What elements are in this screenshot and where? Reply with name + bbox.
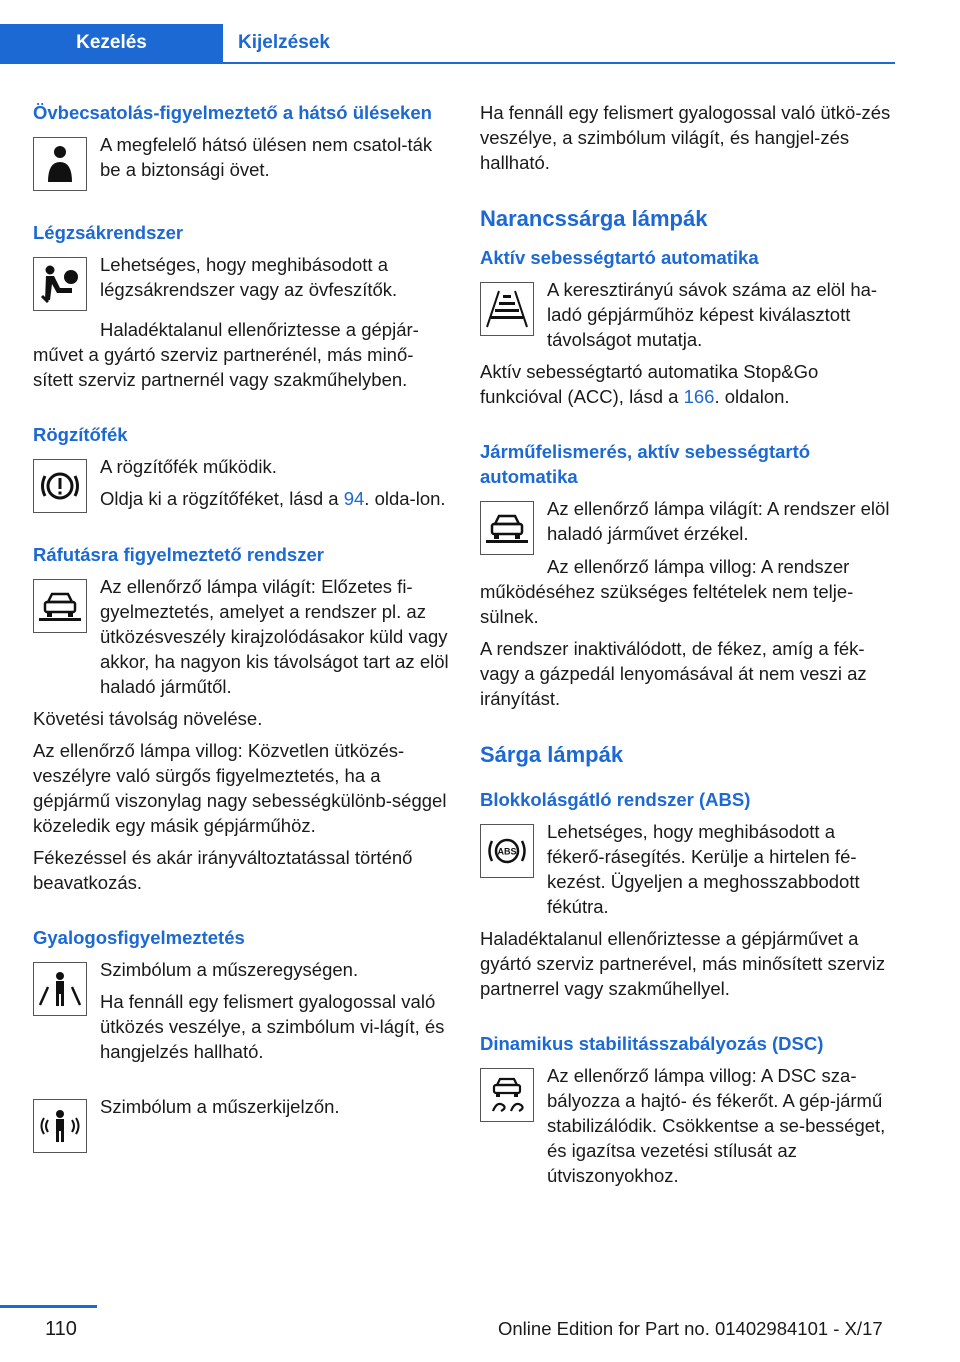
parking-brake-text: A rögzítőfék működik. xyxy=(100,456,277,477)
airbag-icon xyxy=(33,257,87,311)
abs-text: Lehetséges, hogy meghibásodott a fékerő-rásegítés. Kerülje a hirtelen fé-kezést. Ügyeljen a meghosszabbodott fékútra. xyxy=(547,821,860,917)
page-166-link[interactable]: 166 xyxy=(683,386,715,407)
vehicle-detection-text: Az ellenőrző lámpa világít: A rendszer elöl haladó járművet érzékel. xyxy=(547,498,890,544)
pedestrian-display-row xyxy=(33,1094,453,1152)
collision-warning-p2: Követési távolság növelése. xyxy=(33,708,263,729)
tab-kezeles[interactable]: Kezelés xyxy=(0,24,223,62)
dsc-row xyxy=(480,1063,895,1188)
collision-warning-p3: Az ellenőrző lámpa villog: Közvetlen ütközés-veszélyre való sürgős figyelmeztetés, ha a gépjármű viszonylag nagy sebességkülönb-séggel közeledik egy másik gépjárműhöz. xyxy=(33,740,447,836)
vehicle-detection-text2: Az ellenőrző lámpa villog: A rendszer működéséhez szükséges feltételek nem telje-sülnek. xyxy=(480,556,854,627)
acc-text: A keresztirányú sávok száma az elöl ha-ladó gépjárműhöz képest kiválasztott távolságot mutatja. xyxy=(547,279,878,350)
acc-reference xyxy=(480,359,895,409)
parking-brake-ref-pre: Oldja ki a rögzítőféket, lásd a xyxy=(100,488,344,509)
pedestrian-text2: Ha fennáll egy felismert gyalogossal való ütközés veszélye, a szimbólum vi-lágít, és hangjelzés hallható. xyxy=(100,991,445,1062)
abs-row xyxy=(480,819,895,919)
yellow-lamps-heading: Sárga lámpák xyxy=(480,742,624,767)
dsc-skidding-car-icon xyxy=(480,1068,534,1122)
pedestrian-icon xyxy=(33,962,87,1016)
airbag-row xyxy=(33,252,453,310)
footer-accent-line xyxy=(0,1305,97,1308)
vehicle-detection-row xyxy=(480,496,895,554)
seatbelt-row xyxy=(33,132,453,190)
vehicle-detection-p3: A rendszer inaktiválódott, de fékez, amíg a fék-vagy a gázpedál lenyomásával át nem veszi az irányítást. xyxy=(480,638,867,709)
abs-icon xyxy=(480,824,534,878)
page-94-link[interactable]: 94 xyxy=(343,488,365,509)
seatbelt-text: A megfelelő hátsó ülésen nem csatol-ták be a biztonsági övet. xyxy=(100,134,433,180)
acc-heading: Aktív sebességtartó automatika xyxy=(480,247,759,268)
pedestrian-continued-text: Ha fennáll egy felismert gyalogossal való ütkö-zés veszélye, a szimbólum világít, és hangjel-zés hallható. xyxy=(480,102,891,173)
pedestrian-display-text: Szimbólum a műszerkijelzőn. xyxy=(100,1096,340,1117)
pedestrian-warning-heading: Gyalogosfigyelmeztetés xyxy=(33,927,245,948)
parking-brake-heading: Rögzítőfék xyxy=(33,424,128,445)
abs-p2: Haladéktalanul ellenőriztesse a gépjárművet a gyártó szerviz partnerével, más minősített szerviz partnerrel vagy szakműhellyel. xyxy=(480,928,886,999)
acc-distance-icon xyxy=(480,282,534,336)
abs-heading: Blokkolásgátló rendszer (ABS) xyxy=(480,789,751,810)
right-column xyxy=(480,100,895,1188)
acc-ref-pre: Aktív sebességtartó automatika Stop&Go funkcióval (ACC), lásd a xyxy=(480,361,819,407)
seatbelt-person-icon xyxy=(33,137,87,191)
left-column xyxy=(33,100,453,1152)
pedestrian-display-icon xyxy=(33,1099,87,1153)
car-detected-icon xyxy=(480,501,534,555)
parking-brake-text2 xyxy=(100,486,453,511)
collision-warning-p4: Fékezéssel és akár irányváltoztatással történő beavatkozás. xyxy=(33,847,413,893)
airbag-text: Lehetséges, hogy meghibásodott a légzsákrendszer vagy az övfeszítők. xyxy=(100,254,398,300)
vehicle-detection-heading: Járműfelismerés, aktív sebességtartó automatika xyxy=(480,441,811,487)
collision-warning-row xyxy=(33,574,453,699)
acc-row xyxy=(480,277,895,352)
collision-warning-heading: Ráfutásra figyelmeztető rendszer xyxy=(33,544,324,565)
parking-brake-ref-post: . olda-lon. xyxy=(364,488,446,509)
parking-brake-row xyxy=(33,454,453,512)
chapter-tabbar xyxy=(0,24,895,64)
dsc-text: Az ellenőrző lámpa villog: A DSC sza-bályozza a hajtó- és fékerőt. A gép-jármű stabilizálódik. Csökkentse a se-bességet, és igazítsa vezetési stílusát az útviszonyokhoz. xyxy=(547,1065,886,1186)
abs-icon-label: ABS xyxy=(497,846,517,857)
acc-ref-post: . oldalon. xyxy=(714,386,790,407)
tab-kijelzesek[interactable]: Kijelzések xyxy=(238,32,330,53)
parking-brake-icon xyxy=(33,459,87,513)
edition-label: Online Edition for Part no. 01402984101 - X/17 xyxy=(498,1318,883,1339)
orange-lamps-heading: Narancssárga lámpák xyxy=(480,206,708,231)
dsc-heading: Dinamikus stabilitásszabályozás (DSC) xyxy=(480,1033,824,1054)
airbag-text2: Haladéktalanul ellenőriztesse a gépjár-művet a gyártó szerviz partnerénél, más minő-sített szerviz partnernél vagy szakműhelyben. xyxy=(33,319,419,390)
airbag-heading: Légzsákrendszer xyxy=(33,222,184,243)
page-number: 110 xyxy=(45,1318,77,1340)
pedestrian-text: Szimbólum a műszeregységen. xyxy=(100,959,359,980)
car-front-icon xyxy=(33,579,87,633)
seatbelt-heading: Övbecsatolás-figyelmeztető a hátsó üléseken xyxy=(33,102,432,123)
collision-warning-text: Az ellenőrző lámpa világít: Előzetes fi-gyelmeztetés, amelyet a rendszer pl. az ütközésveszély kirajzolódásakor küld vagy akkor, ha nagyon kis távolságot tart az elöl haladó járműtől. xyxy=(100,576,449,697)
pedestrian-row xyxy=(33,957,453,1064)
